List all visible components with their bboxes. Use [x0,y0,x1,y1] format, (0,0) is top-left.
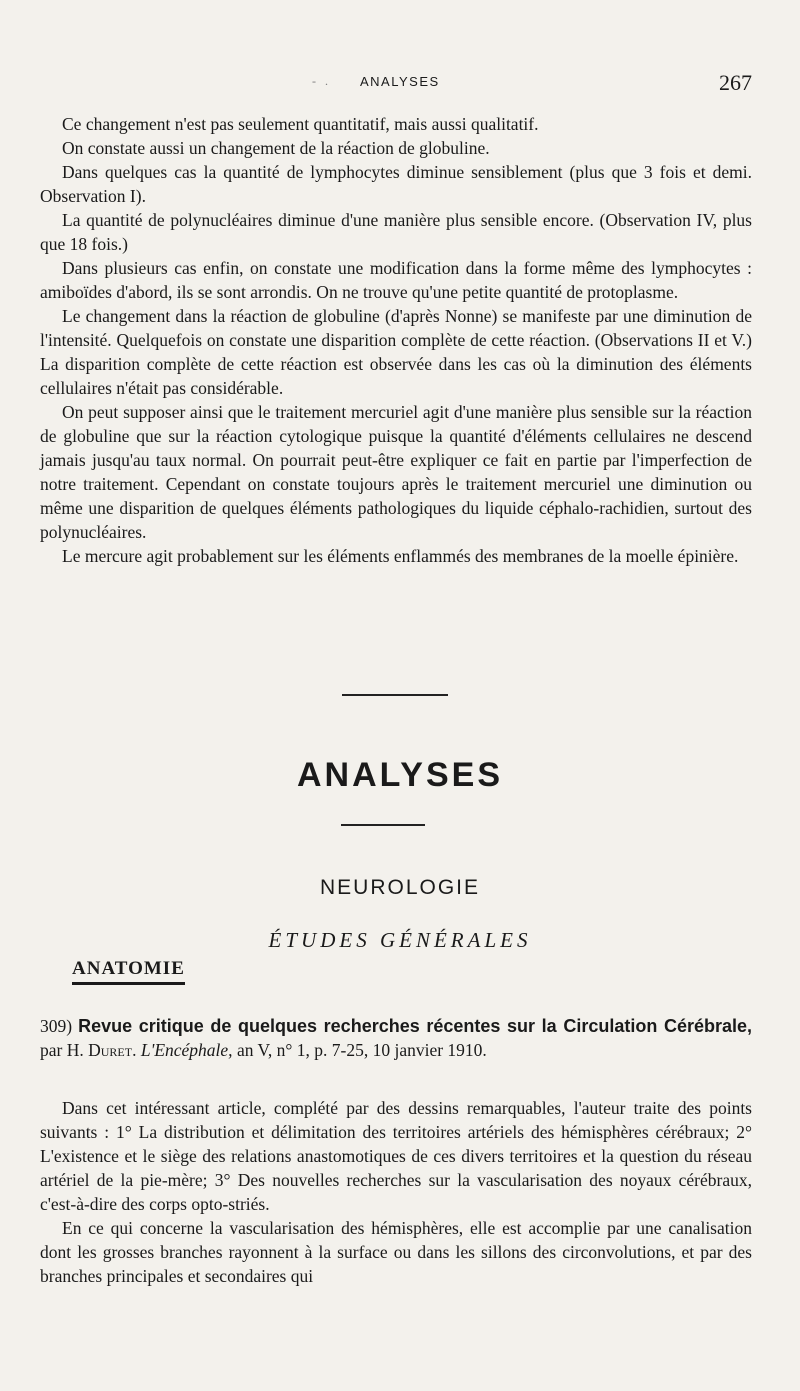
review-entry [40,1014,752,1062]
paragraph: Dans cet intéressant article, complété par des dessins remarquables, l'auteur traite des points suivants : 1° La distribution et délimitation des territoires artériels des hémisphères cérébraux; 2° L'existence et le siège des relations anastomotiques de ces divers territoires et la question du réseau artériel de la pie-mère; 3° Des nouvelles recherches sur la vascularisation des noyaux cérébraux, c'est-à-dire des corps opto-striés. [40,1098,752,1214]
paragraph: Ce changement n'est pas seulement quantitatif, mais aussi qualitatif. [62,114,539,134]
paragraph: Dans quelques cas la quantité de lymphocytes diminue sensiblement (plus que 3 fois et demi. Observation I). [40,162,752,206]
entry-citation: an V, n° 1, p. 7-25, 10 janvier 1910. [236,1040,487,1060]
entry-title: Revue critique de quelques recherches récentes sur la Circulation Cérébrale, [78,1016,753,1036]
section-title: ANALYSES [296,756,504,794]
paragraph: On peut supposer ainsi que le traitement mercuriel agit d'une manière plus sensible sur la réaction de globuline que sur la réaction cytologique puisque la quantité d'éléments cellulaires ne descend jamais jusqu'au taux normal. On pourrait peut-être expliquer ce fait en partie par l'imperfection de notre traitement. Cependant on constate toujours après le traitement mercuriel une diminution ou même une disparition de quelques éléments pathologiques du liquide céphalo-rachidien, surtout des polynucléaires. [40,402,752,542]
title-underline [341,824,425,826]
review-text [40,1096,752,1288]
page-number: 267 [719,70,752,95]
entry-author: H. Duret. [66,1040,137,1060]
intro-text [40,112,752,568]
paragraph: En ce qui concerne la vascularisation des hémisphères, elle est accomplie par une canalisation dont les grosses branches rayonnent à la surface ou dans les sillons des circonvolutions, et par des branches principales et secondaires qui [40,1218,752,1286]
section-subtitle: NEUROLOGIE [319,876,481,899]
running-head-title: ANALYSES [360,74,440,89]
running-head-dash: - . [312,74,331,88]
subsection-title: ÉTUDES GÉNÉRALES [268,928,532,952]
paragraph: Le changement dans la réaction de globuline (d'après Nonne) se manifeste par une diminution de l'intensité. Quelquefois on constate une disparition complète de cette réaction. (Observations II et V.) La disparition complète de cette réaction est observée dans les cas où la diminution des éléments cellulaires n'était pas considérable. [40,306,752,398]
entry-journal: L'Encéphale, [140,1040,233,1060]
paragraph: On constate aussi un changement de la réaction de globuline. [62,138,490,158]
paragraph: Le mercure agit probablement sur les éléments enflammés des membranes de la moelle épinière. [62,546,739,566]
entry-by: par [40,1040,63,1060]
paragraph: Dans plusieurs cas enfin, on constate une modification dans la forme même des lymphocytes : amiboïdes d'abord, ils se sont arrondis. On ne trouve qu'une petite quantité de protoplasme. [40,258,752,302]
section-divider [342,694,448,696]
paragraph: La quantité de polynucléaires diminue d'une manière plus sensible encore. (Observation IV, plus que 18 fois.) [40,210,752,254]
running-head [0,72,800,94]
entry-number: 309) [40,1016,73,1036]
subsection-heading: ANATOMIE [72,958,185,985]
